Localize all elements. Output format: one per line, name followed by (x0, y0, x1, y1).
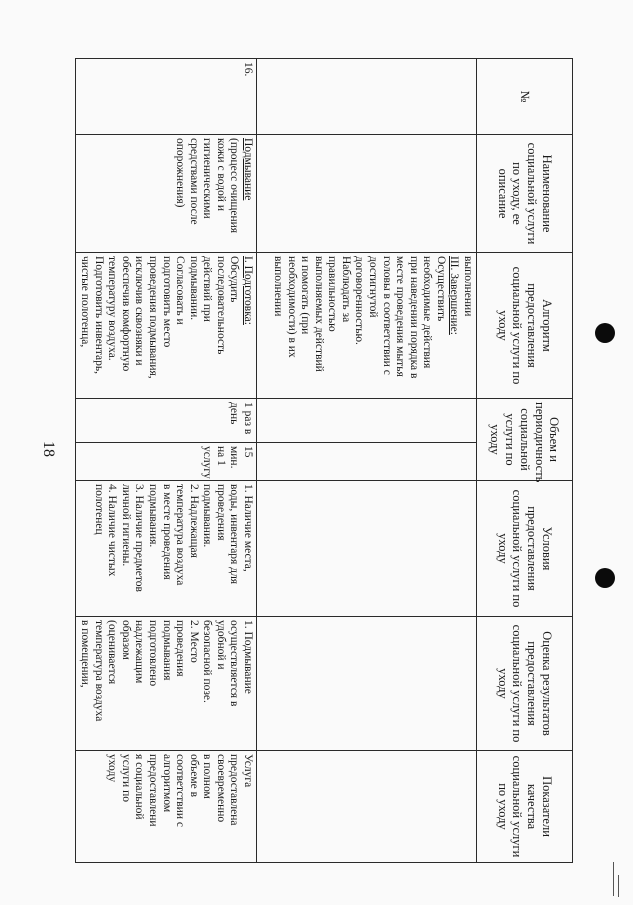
text-line: осуществляется в (228, 620, 241, 707)
text-line: необходимости) в их (285, 256, 298, 358)
row16-frequency (75, 399, 256, 443)
cont-algorithm (257, 253, 477, 399)
text-line: образом (119, 620, 132, 660)
text-line: III. Завершение: (448, 256, 461, 335)
cont-no (257, 59, 477, 135)
text-line: подмывании. (187, 256, 200, 321)
cont-conditions (257, 481, 477, 617)
text-line: алгоритмом (160, 754, 173, 813)
text-line: температура воздуха (174, 484, 187, 586)
cont-duration (257, 443, 477, 481)
text-line: мин. (228, 446, 241, 469)
text-line: 2. Надлежащая (187, 484, 200, 558)
text-line: выполняемых действий (312, 256, 325, 372)
text-line: предоставлени (147, 754, 160, 827)
text-line: подмывания. (201, 484, 214, 548)
cont-evaluation (257, 617, 477, 751)
text-line: подготовлено (147, 620, 160, 687)
header-indicators: Показатели качества социальной услуги по уходу (477, 751, 573, 863)
text-line: и помогать (при (299, 256, 312, 335)
text-line: 15 (242, 446, 254, 458)
text-line: гигиеническими (201, 138, 214, 219)
text-line: услугу (201, 446, 214, 479)
text-line: день (228, 402, 241, 425)
row16-name (75, 135, 256, 253)
cont-frequency (257, 399, 477, 443)
text-line: Осуществить (434, 256, 447, 322)
text-line: проведения (174, 620, 187, 677)
text-line: Согласовать и (174, 256, 187, 325)
text-line: Услуга (242, 754, 254, 788)
text-line: опорожнения) (174, 138, 187, 208)
text-line: Подготовить инвентарь, (92, 256, 105, 375)
text-line: необходимые действия (421, 256, 434, 369)
text-line: при наведении порядка в (407, 256, 420, 379)
text-line: температура воздуха (92, 620, 105, 722)
header-row (477, 59, 573, 863)
header-name: Наименование социальной услуги по уходу, ее описание (477, 135, 573, 253)
text-line: 3. Наличие предметов (133, 484, 146, 592)
text-line: правильностью (326, 256, 339, 332)
row16-duration (75, 443, 256, 481)
text-line: полотенец (92, 484, 105, 535)
text-line: 2. Место (187, 620, 200, 663)
text-line: подмывания. (147, 484, 160, 548)
text-line: объеме в (187, 754, 200, 798)
text-line: в полном (201, 754, 214, 799)
text-line: воды, инвентаря для (228, 484, 241, 585)
header-conditions: Условия предоставления социальной услуги по уходу (477, 481, 573, 617)
text-line: последовательность (214, 256, 227, 355)
table-row-16 (75, 59, 256, 863)
header-algorithm: Алгоритм предоставления социальной услуги по уходу (477, 253, 573, 399)
text-line: договоренностью. (353, 256, 366, 345)
scan-artifact (613, 862, 614, 896)
row16-evaluation (75, 617, 256, 751)
text-line: выполнении (462, 256, 474, 317)
header-volume: Объем и периодичность социальной услуги по уходу (477, 399, 573, 481)
text-line: уходу (106, 754, 119, 783)
text-line: услуги по (119, 754, 132, 802)
text-line: (процесс очищения (228, 138, 241, 234)
page-number: 18 (40, 441, 57, 457)
text-line: надлежащим (133, 620, 146, 684)
text-line: проведения (214, 484, 227, 541)
text-line: на 1 (214, 446, 227, 466)
text-line: подмывания (160, 620, 173, 681)
text-line: обеспечив комфортную (119, 256, 132, 372)
text-line: 1 раз в (242, 402, 254, 435)
text-line: (оценивается (106, 620, 119, 685)
rotated-table-area (79, 58, 573, 862)
text-line: я социальной (133, 754, 146, 820)
row16-algorithm (75, 253, 256, 399)
row16-conditions (75, 481, 256, 617)
text-line: кожи с водой и (214, 138, 227, 211)
text-line: 1. Наличие места, (242, 484, 254, 572)
text-line: 1. Подмывание (242, 620, 254, 694)
text-line: температуру воздуха. (106, 256, 119, 361)
header-evaluation: Оценка результатов предоставления социальной услуги по уходу (477, 617, 573, 751)
text-line: удобной и (214, 620, 227, 670)
text-line: подготовить место (160, 256, 173, 348)
text-line: Наблюдать за (339, 256, 352, 323)
punch-hole-bottom (595, 568, 615, 588)
text-line: I. Подготовка: (242, 256, 254, 325)
text-line: головы в соответствии с (380, 256, 393, 375)
text-line: предоставлена (228, 754, 241, 826)
text-line: в помещении, (79, 620, 92, 688)
text-line: 4. Наличие чистых (106, 484, 119, 577)
row16-indicators (75, 751, 256, 863)
text-line: в месте проведения (160, 484, 173, 580)
text-line: действий при (201, 256, 214, 322)
service-table (75, 58, 573, 863)
header-no: № (477, 59, 573, 135)
scan-artifact (618, 875, 619, 897)
text-line: соответствии с (174, 754, 187, 827)
text-line: достигнутой (367, 256, 380, 318)
continuation-row (257, 59, 477, 863)
punch-hole-top (595, 323, 615, 343)
text-line: месте проведения мытья (394, 256, 407, 377)
row16-no: 16. (75, 59, 256, 135)
text-line: средствами после (187, 138, 200, 225)
cont-indicators (257, 751, 477, 863)
text-line: своевременно (214, 754, 227, 823)
text-line: Подмывание (242, 138, 254, 201)
text-line: чистые полотенца, (79, 256, 92, 348)
text-line: проведения подмывания, (147, 256, 160, 379)
text-line: выполнении (272, 256, 285, 317)
text-line: исключив сквозняки и (133, 256, 146, 366)
text-line: личной гигиены. (119, 484, 132, 567)
cont-name (257, 135, 477, 253)
text-line: Обсудить (228, 256, 241, 303)
text-line: безопасной позе. (201, 620, 214, 703)
